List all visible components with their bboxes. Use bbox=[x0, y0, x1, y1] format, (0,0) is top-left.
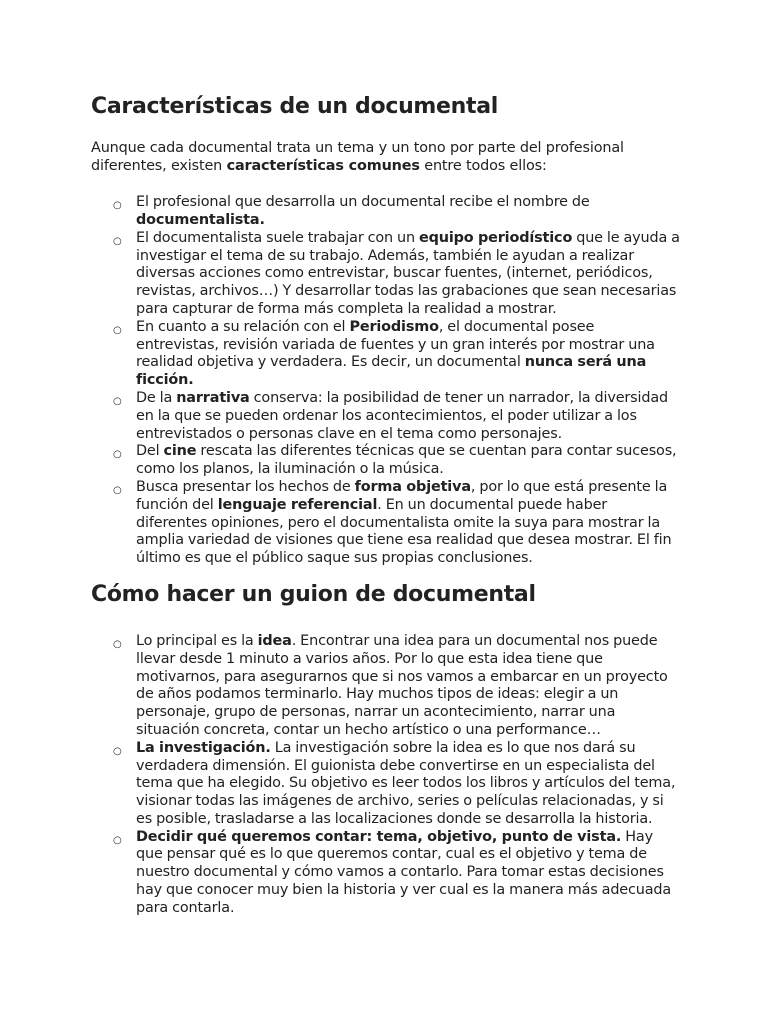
guion-steps-list bbox=[91, 633, 681, 918]
list-item bbox=[91, 194, 681, 230]
circle-bullet-icon: ○ bbox=[113, 745, 122, 757]
intro-paragraph: Aunque cada documental trata un tema y un tono por parte del profesional diferentes, existen características comunes entre todos ellos: bbox=[91, 140, 624, 174]
bold-term: cine bbox=[163, 443, 197, 460]
bold-term: características comunes bbox=[226, 157, 420, 174]
bold-term: nunca será una ficción. bbox=[136, 354, 647, 389]
list-item bbox=[91, 740, 681, 829]
bold-term: Decidir qué queremos contar: tema, objetivo, punto de vista. bbox=[136, 828, 622, 845]
list-item bbox=[91, 319, 681, 390]
bold-term: forma objetiva bbox=[354, 478, 471, 495]
bold-term: idea bbox=[257, 632, 292, 649]
circle-bullet-icon: ○ bbox=[113, 324, 122, 336]
list-item-text: Decidir qué queremos contar: tema, objetivo, punto de vista. Hay que pensar qué es lo que queremos contar, cual es el objetivo y tema de nuestro documental y cómo vamos a contarlo. Para tomar estas decisiones hay que conocer muy bien la historia y ver cual es la manera más adecuada para contarla. bbox=[136, 828, 672, 916]
list-item-text: Del cine rescata las diferentes técnicas que se cuentan para contar sucesos, como los planos, la iluminación o la música. bbox=[136, 443, 677, 478]
bold-term: equipo periodístico bbox=[418, 229, 573, 246]
list-item-text: El profesional que desarrolla un documental recibe el nombre de documentalista. bbox=[136, 194, 590, 228]
list-item-text: Busca presentar los hechos de forma objetiva, por lo que está presente la función del lenguaje referencial. En un documental puede haber diferentes opiniones, pero el documentalista omite la suya para mostrar la amplia variedad de visiones que tiene esa realidad que desea mostrar. El fin último es que el público saque sus propias conclusiones. bbox=[136, 478, 672, 567]
circle-bullet-icon: ○ bbox=[113, 834, 122, 846]
caracteristicas-list bbox=[91, 194, 681, 568]
list-item-text: La investigación. La investigación sobre la idea es lo que nos dará su verdadera dimensión. El guionista debe convertirse en un especialista del tema que ha elegido. Su objetivo es leer todos los libros y artículos del tema, visionar todas las imágenes de archivo, series o películas relacionadas, y si es posible, trasladarse a las localizaciones donde se desarrolla la historia. bbox=[136, 739, 676, 827]
section-title-caracteristicas: Características de un documental bbox=[91, 94, 499, 119]
circle-bullet-icon: ○ bbox=[113, 395, 122, 407]
document-page bbox=[91, 92, 681, 918]
list-item-text: El documentalista suele trabajar con un equipo periodístico que le ayuda a investigar el tema de su trabajo. Además, también le ayudan a realizar diversas acciones como entrevistar, buscar fuentes, (internet, periódicos, revistas, archivos…) Y desarrollar todas las grabaciones que sean necesarias para capturar de forma más completa la realidad a mostrar. bbox=[136, 229, 680, 317]
bold-term: documentalista. bbox=[136, 211, 265, 228]
list-item bbox=[91, 829, 681, 918]
list-item bbox=[91, 390, 681, 443]
circle-bullet-icon: ○ bbox=[113, 235, 122, 247]
circle-bullet-icon: ○ bbox=[113, 484, 122, 496]
section-title-guion: Cómo hacer un guion de documental bbox=[91, 581, 536, 607]
list-item-text: Lo principal es la idea. Encontrar una idea para un documental nos puede llevar desde 1 minuto a varios años. Por lo que esta idea tiene que motivarnos, para asegurarnos que si nos vamos a embarcar en un proyecto de años podamos terminarlo. Hay muchos tipos de ideas: elegir a un personaje, grupo de personas, narrar un acontecimiento, narrar una situación concreta, contar un hecho artístico o una performance… bbox=[136, 632, 668, 738]
circle-bullet-icon: ○ bbox=[113, 449, 122, 461]
bold-term: Periodismo bbox=[349, 318, 439, 335]
circle-bullet-icon: ○ bbox=[113, 200, 122, 212]
bold-term: narrativa bbox=[176, 389, 250, 406]
list-item-text: En cuanto a su relación con el Periodismo, el documental posee entrevistas, revisión variada de fuentes y un gran interés por mostrar una realidad objetiva y verdadera. Es decir, un documental nunca será una ficción. bbox=[136, 318, 655, 389]
list-item bbox=[91, 479, 681, 568]
bold-term: La investigación. bbox=[136, 739, 271, 756]
list-item bbox=[91, 230, 681, 319]
list-item bbox=[91, 443, 681, 479]
list-item bbox=[91, 633, 681, 740]
list-item-text: De la narrativa conserva: la posibilidad de tener un narrador, la diversidad en la que se pueden ordenar los acontecimientos, el poder utilizar a los entrevistados o personas clave en el tema como personajes. bbox=[136, 389, 669, 442]
circle-bullet-icon: ○ bbox=[113, 638, 122, 650]
bold-term: lenguaje referencial bbox=[217, 496, 378, 513]
